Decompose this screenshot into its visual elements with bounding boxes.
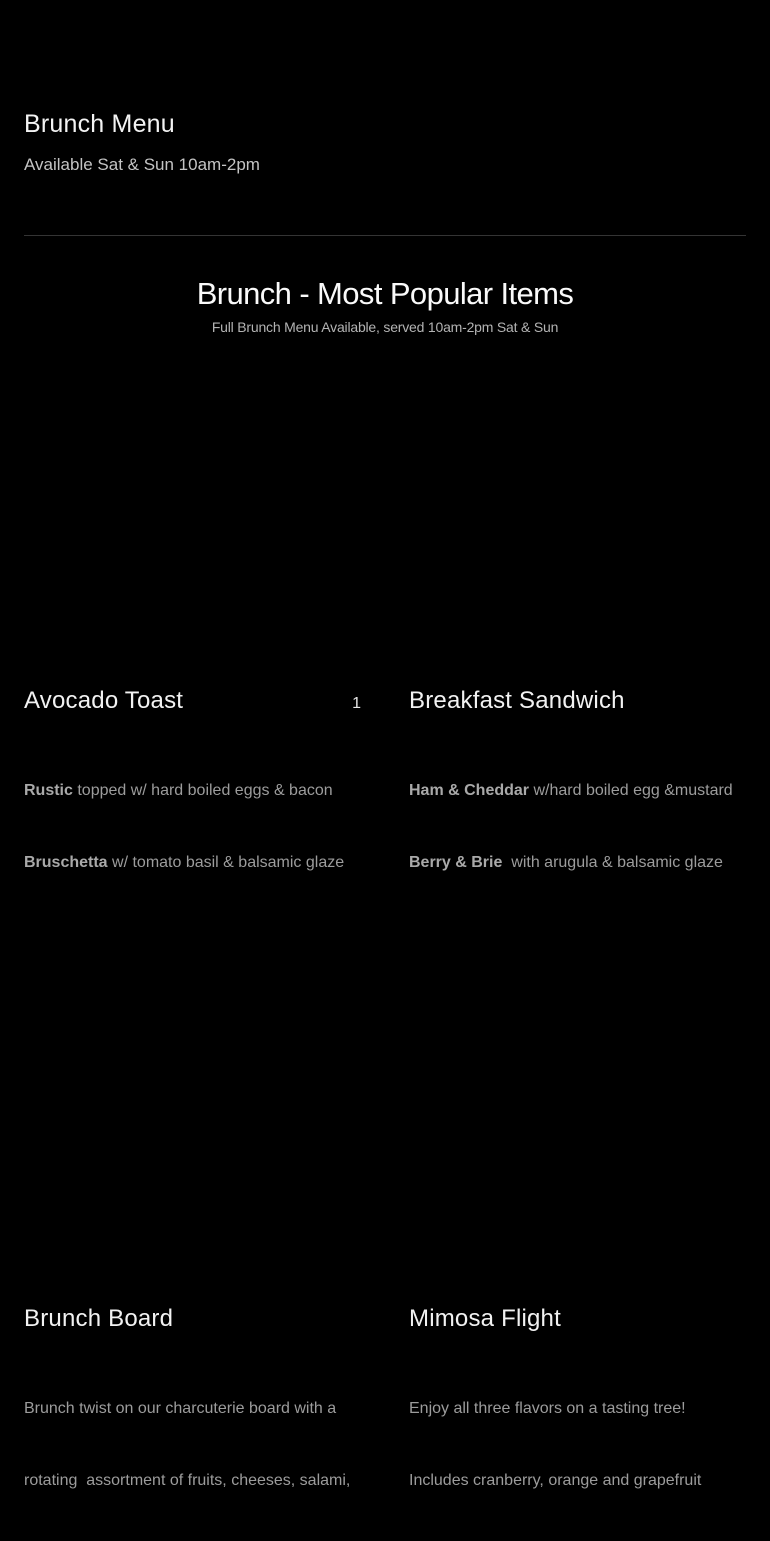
description-lead: Rustic	[24, 782, 73, 799]
description-text: with arugula & balsamic glaze	[502, 854, 723, 871]
description-lead: Bruschetta	[24, 854, 108, 871]
menu-item-description	[24, 1349, 361, 1541]
menu-item-name: Mimosa Flight	[409, 1305, 561, 1332]
description-line	[24, 851, 361, 875]
description-text: w/hard boiled egg &mustard	[529, 782, 733, 799]
description-line	[24, 1397, 361, 1421]
menu-item-breakfast-sandwich	[409, 345, 746, 923]
section-header	[24, 274, 746, 337]
menu-item-name: Avocado Toast	[24, 687, 184, 714]
section-divider	[24, 235, 746, 236]
page-header	[24, 0, 746, 177]
description-lead: Berry & Brie	[409, 854, 503, 871]
description-text: rotating assortment of fruits, cheeses, salami,	[24, 1472, 351, 1489]
availability-subtitle: Available Sat & Sun 10am-2pm	[24, 155, 260, 174]
menu-item-image	[409, 963, 746, 1300]
description-line	[409, 1397, 746, 1421]
description-lead: Ham & Cheddar	[409, 782, 530, 799]
menu-item-title-row	[24, 684, 361, 718]
section-title: Brunch - Most Popular Items	[196, 276, 574, 311]
menu-item-title-row	[409, 1302, 746, 1336]
menu-item-image	[409, 345, 746, 682]
menu-item-name: Brunch Board	[24, 1305, 174, 1332]
menu-item-image	[24, 345, 361, 682]
menu-grid	[24, 345, 746, 1541]
menu-item-description	[24, 731, 361, 923]
menu-item-description	[409, 731, 746, 923]
description-text: w/ tomato basil & balsamic glaze	[107, 854, 345, 871]
menu-item-image	[24, 963, 361, 1300]
menu-item-avocado-toast	[24, 345, 361, 923]
description-line	[409, 1469, 746, 1493]
description-text: Enjoy all three flavors on a tasting tree!	[409, 1400, 686, 1417]
menu-item-title-row	[24, 1302, 361, 1336]
page-title: Brunch Menu	[24, 110, 175, 138]
description-line	[409, 851, 746, 875]
description-line	[24, 1469, 361, 1493]
description-line	[409, 779, 746, 803]
description-text: Brunch twist on our charcuterie board with a	[24, 1400, 337, 1417]
description-text: Includes cranberry, orange and grapefruit	[409, 1472, 702, 1489]
description-text: topped w/ hard boiled eggs & bacon	[72, 782, 333, 799]
section-subtitle: Full Brunch Menu Available, served 10am-2pm Sat & Sun	[211, 319, 559, 335]
menu-item-price: 1	[352, 695, 361, 712]
menu-item-mimosa-flight	[409, 963, 746, 1541]
description-line	[24, 779, 361, 803]
menu-item-name: Breakfast Sandwich	[409, 687, 625, 714]
menu-item-title-row	[409, 684, 746, 718]
menu-item-brunch-board	[24, 963, 361, 1541]
menu-item-description	[409, 1349, 746, 1541]
